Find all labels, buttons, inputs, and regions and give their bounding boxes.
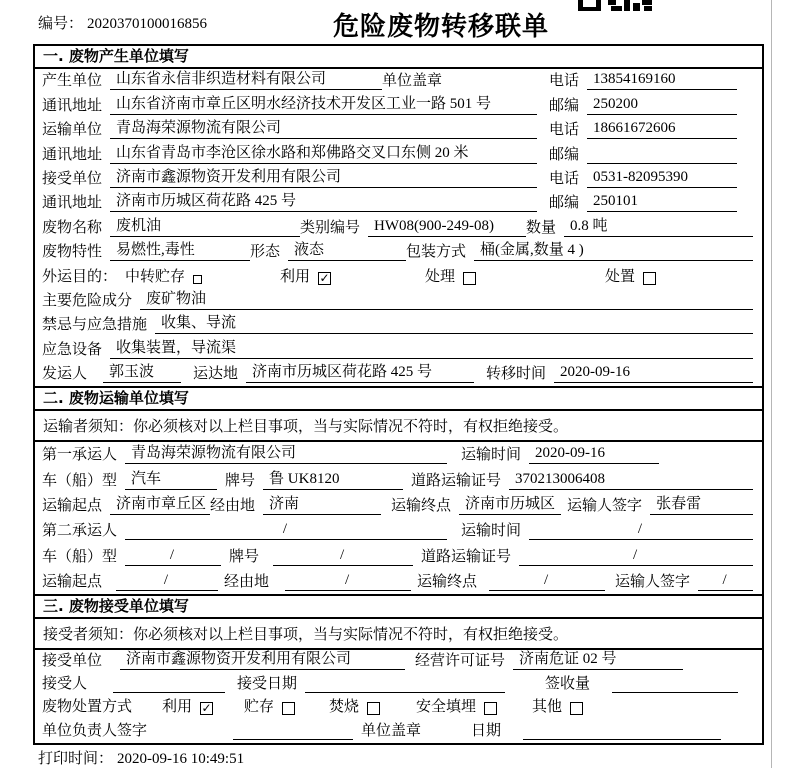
transfer-date-value: 2020-09-16 xyxy=(554,364,753,383)
print-time xyxy=(38,747,244,768)
transport-date-2-label: 运输时间 xyxy=(461,523,522,540)
transport-postcode-label: 邮编 xyxy=(548,146,579,163)
form-row xyxy=(35,167,762,191)
road-permit-1-value: 370213006408 xyxy=(509,471,753,490)
license-number-value: 济南危证 02 号 xyxy=(513,651,683,670)
waste-name-value: 废机油 xyxy=(110,218,300,237)
road-permit-1-label: 道路运输证号 xyxy=(411,472,502,489)
second-carrier-label: 第二承运人 xyxy=(42,523,118,540)
unit-seal-label: 单位盖章 xyxy=(382,73,443,90)
transport-unit-value: 青岛海荣源物流有限公司 xyxy=(110,120,537,139)
responsible-signature-value xyxy=(233,738,353,740)
receiver-person-label: 接受人 xyxy=(42,676,88,693)
carrier-signature-2-label: 运输人签字 xyxy=(615,573,691,590)
seal-date-value xyxy=(523,738,721,740)
spacer xyxy=(413,565,421,566)
disposal-store-checkbox-icon xyxy=(282,702,295,715)
packing-method-label: 包装方式 xyxy=(406,244,467,261)
form-row xyxy=(35,118,762,142)
page-edge-line xyxy=(771,0,772,768)
transport-date-2-value: / xyxy=(529,521,753,540)
transport-unit-label: 运输单位 xyxy=(42,122,103,139)
plate-number-1-label: 牌号 xyxy=(225,472,256,489)
form-row xyxy=(35,240,762,264)
form-row xyxy=(35,191,762,215)
spacer xyxy=(474,382,486,383)
received-quantity-label: 签收量 xyxy=(545,676,591,693)
doc-number-value: 2020370100016856 xyxy=(87,16,208,32)
transfer-date-label: 转移时间 xyxy=(486,366,547,383)
via-1-value: 济南 xyxy=(263,496,381,515)
form-row xyxy=(35,93,762,117)
form-row xyxy=(35,719,762,742)
received-quantity-value xyxy=(612,691,738,693)
carrier-signature-2-value: / xyxy=(698,572,753,591)
purpose-transit-storage-label: 中转贮存 xyxy=(125,268,186,285)
spacer xyxy=(605,590,615,591)
carrier-signature-1-label: 运输人签字 xyxy=(567,497,643,514)
purpose-utilize-checked-checkbox-icon: ✓ xyxy=(319,270,330,285)
spacer xyxy=(447,539,461,540)
purpose-treat-group xyxy=(425,269,605,286)
vehicle-type-2-value: / xyxy=(125,547,221,566)
print-time-value: 2020-09-16 10:49:51 xyxy=(117,751,245,767)
spacer xyxy=(225,692,237,693)
form-row xyxy=(35,313,762,337)
disposal-landfill-label: 安全填埋 xyxy=(416,699,477,716)
spacer xyxy=(683,669,755,670)
disposal-landfill-group xyxy=(416,699,532,716)
page-title: 危险废物转移联单 xyxy=(333,12,550,42)
via-2-label: 经由地 xyxy=(224,573,270,590)
physical-form-label: 形态 xyxy=(250,244,281,261)
section-receiver-title: 三. 废物接受单位填写 xyxy=(35,596,762,619)
form-row xyxy=(35,467,762,492)
doc-number-label: 编号： xyxy=(38,16,84,32)
manifest-form xyxy=(33,44,764,745)
section-producer-title: 一. 废物产生单位填写 xyxy=(35,46,762,69)
receiving-unit-value: 济南市鑫源物资开发利用有限公司 xyxy=(120,651,405,670)
purpose-utilize-label: 利用 xyxy=(280,268,311,285)
spacer xyxy=(447,463,461,464)
via-2-value: / xyxy=(285,572,411,591)
print-time-label: 打印时间： xyxy=(38,751,114,767)
producer-unit-label: 产生单位 xyxy=(42,73,103,90)
doc-number xyxy=(38,12,207,33)
plate-number-1-value: 鲁 UK8120 xyxy=(263,471,403,490)
consignor-value: 郭玉波 xyxy=(103,364,181,383)
form-row xyxy=(35,518,762,543)
disposal-other-checkbox-icon xyxy=(570,702,583,715)
form-row xyxy=(35,650,762,673)
spacer xyxy=(155,739,233,740)
purpose-treat-checkbox-icon xyxy=(463,272,476,285)
receive-date-label: 接受日期 xyxy=(237,676,298,693)
terminal-1-value: 济南市历城区 xyxy=(459,496,561,515)
section-receiver xyxy=(35,594,762,743)
receiver-phone-label: 电话 xyxy=(548,170,579,187)
receiver-unit-label: 接受单位 xyxy=(42,170,103,187)
origin-2-value: / xyxy=(116,572,218,591)
origin-1-value: 济南市章丘区 xyxy=(110,496,210,515)
spacer xyxy=(405,669,415,670)
receiver-unit-value: 济南市鑫源物资开发利用有限公司 xyxy=(110,169,537,188)
producer-postcode-value: 250200 xyxy=(587,96,737,115)
section-receiver-notice: 接受者须知：你必须核对以上栏目事项，当与实际情况不符时，有权拒绝接受。 xyxy=(35,619,762,650)
receive-date-value xyxy=(305,691,505,693)
form-row xyxy=(35,493,762,518)
destination-label: 运达地 xyxy=(193,366,239,383)
producer-postcode-label: 邮编 xyxy=(548,97,579,114)
form-row xyxy=(35,569,762,594)
spacer xyxy=(217,489,225,490)
terminal-2-label: 运输终点 xyxy=(417,573,478,590)
plate-number-2-label: 牌号 xyxy=(229,548,260,565)
main-hazard-label: 主要危险成分 xyxy=(42,292,133,309)
form-row xyxy=(35,69,762,93)
physical-form-value: 液态 xyxy=(288,242,406,261)
packing-method-value: 桶(金属,数量 4 ) xyxy=(474,242,753,261)
first-carrier-label: 第一承运人 xyxy=(42,447,118,464)
transport-phone-value: 18661672606 xyxy=(587,120,737,139)
spacer xyxy=(181,382,193,383)
receiver-phone-value: 0531-82095390 xyxy=(587,169,737,188)
form-row xyxy=(35,337,762,361)
vehicle-type-1-label: 车（船）型 xyxy=(42,472,118,489)
destination-value: 济南市历城区荷花路 425 号 xyxy=(246,364,474,383)
first-carrier-value: 青岛海荣源物流有限公司 xyxy=(125,445,447,464)
producer-phone-label: 电话 xyxy=(548,73,579,90)
spacer xyxy=(221,565,229,566)
receiver-postcode-label: 邮编 xyxy=(548,195,579,212)
road-permit-2-value: / xyxy=(519,547,753,566)
disposal-incinerate-checkbox-icon xyxy=(367,702,380,715)
disposal-method-label: 废物处置方式 xyxy=(42,699,133,716)
origin-2-label: 运输起点 xyxy=(42,573,103,590)
disposal-store-label: 贮存 xyxy=(244,699,275,716)
main-hazard-value: 废矿物油 xyxy=(140,291,753,310)
form-row xyxy=(35,142,762,166)
spacer xyxy=(505,692,545,693)
transport-phone-label: 电话 xyxy=(548,122,579,139)
purpose-dispose-label: 处置 xyxy=(605,268,636,285)
producer-phone-value: 13854169160 xyxy=(587,71,737,90)
quantity-value: 0.8 吨 xyxy=(564,218,753,237)
second-carrier-value: / xyxy=(125,521,447,540)
transport-address-value: 山东省青岛市李沧区徐水路和郑佛路交叉口东侧 20 米 xyxy=(110,145,537,164)
category-code-value: HW08(900-249-08) xyxy=(368,218,526,237)
purpose-dispose-checkbox-icon xyxy=(643,272,656,285)
section-transporter xyxy=(35,386,762,594)
spacer xyxy=(738,692,755,693)
responsible-signature-label: 单位负责人签字 xyxy=(42,722,148,739)
seal-date-label: 日期 xyxy=(471,722,502,739)
spacer xyxy=(450,89,549,90)
vehicle-type-1-value: 汽车 xyxy=(125,471,217,490)
spacer xyxy=(429,739,471,740)
consignor-label: 发运人 xyxy=(42,366,88,383)
carrier-signature-1-value: 张春雷 xyxy=(650,496,753,515)
purpose-treat-label: 处理 xyxy=(425,268,456,285)
receiver-address-label: 通讯地址 xyxy=(42,195,103,212)
quantity-label: 数量 xyxy=(526,219,557,236)
disposal-other-group xyxy=(532,699,583,716)
section-producer xyxy=(35,46,762,386)
form-row xyxy=(35,442,762,467)
category-code-label: 类别编号 xyxy=(300,219,361,236)
producer-address-label: 通讯地址 xyxy=(42,97,103,114)
receiving-unit-label: 接受单位 xyxy=(42,653,103,670)
disposal-incinerate-label: 焚烧 xyxy=(329,699,360,716)
unit-seal-2-label: 单位盖章 xyxy=(361,722,422,739)
spacer xyxy=(140,715,162,716)
disposal-landfill-checkbox-icon xyxy=(484,702,497,715)
spacer xyxy=(598,692,612,693)
emergency-equipment-label: 应急设备 xyxy=(42,341,103,358)
transport-date-1-value: 2020-09-16 xyxy=(529,445,659,464)
purpose-utilize-group xyxy=(280,269,425,286)
form-row xyxy=(35,264,762,288)
receiver-address-value: 济南市历城区荷花路 425 号 xyxy=(110,193,537,212)
waste-property-value: 易燃性,毒性 xyxy=(110,242,250,261)
form-row xyxy=(35,362,762,386)
disposal-incinerate-group xyxy=(329,699,416,716)
spacer xyxy=(110,669,120,670)
producer-address-value: 山东省济南市章丘区明水经济技术开发区工业一路 501 号 xyxy=(110,96,537,115)
form-row xyxy=(35,289,762,313)
form-row xyxy=(35,696,762,719)
spacer xyxy=(509,739,523,740)
road-permit-2-label: 道路运输证号 xyxy=(421,548,512,565)
disposal-utilize-checked-checkbox-icon: ✓ xyxy=(201,701,212,716)
spacer xyxy=(277,590,285,591)
disposal-utilize-label: 利用 xyxy=(162,699,193,716)
section-transporter-notice: 运输者须知：你必须核对以上栏目事项，当与实际情况不符时，有权拒绝接受。 xyxy=(35,411,762,442)
spacer xyxy=(353,739,361,740)
receiver-person-value xyxy=(113,691,225,693)
spacer xyxy=(95,692,113,693)
purpose-dispose-group xyxy=(605,269,656,286)
terminal-2-value: / xyxy=(489,572,605,591)
disposal-utilize-group xyxy=(162,699,244,716)
receiver-postcode-value: 250101 xyxy=(587,193,737,212)
via-1-label: 经由地 xyxy=(210,497,256,514)
section-transporter-title: 二. 废物运输单位填写 xyxy=(35,388,762,411)
form-row xyxy=(35,673,762,696)
waste-property-label: 废物特性 xyxy=(42,244,103,261)
spacer xyxy=(659,463,755,464)
form-row xyxy=(35,543,762,568)
waste-name-label: 废物名称 xyxy=(42,219,103,236)
emergency-equipment-value: 收集装置，导流渠 xyxy=(110,340,753,359)
spacer xyxy=(381,514,391,515)
spacer xyxy=(95,382,103,383)
plate-number-2-value: / xyxy=(273,547,413,566)
disposal-store-group xyxy=(244,699,329,716)
spacer xyxy=(721,739,755,740)
transport-postcode-value xyxy=(587,162,737,164)
transfer-purpose-label: 外运目的： xyxy=(42,268,118,285)
vehicle-type-2-label: 车（船）型 xyxy=(42,548,118,565)
emergency-measures-label: 禁忌与应急措施 xyxy=(42,317,148,334)
purpose-transit-storage-group xyxy=(125,269,280,286)
qr-code-fragment xyxy=(578,0,652,11)
disposal-other-label: 其他 xyxy=(532,699,563,716)
purpose-transit-storage-checkbox-icon xyxy=(193,275,202,284)
spacer xyxy=(403,489,411,490)
producer-unit-value: 山东省永信非织造材料有限公司 xyxy=(110,71,382,90)
transport-address-label: 通讯地址 xyxy=(42,146,103,163)
origin-1-label: 运输起点 xyxy=(42,497,103,514)
terminal-1-label: 运输终点 xyxy=(391,497,452,514)
emergency-measures-value: 收集、导流 xyxy=(155,315,753,334)
transport-date-1-label: 运输时间 xyxy=(461,447,522,464)
license-number-label: 经营许可证号 xyxy=(415,653,506,670)
form-row xyxy=(35,215,762,239)
